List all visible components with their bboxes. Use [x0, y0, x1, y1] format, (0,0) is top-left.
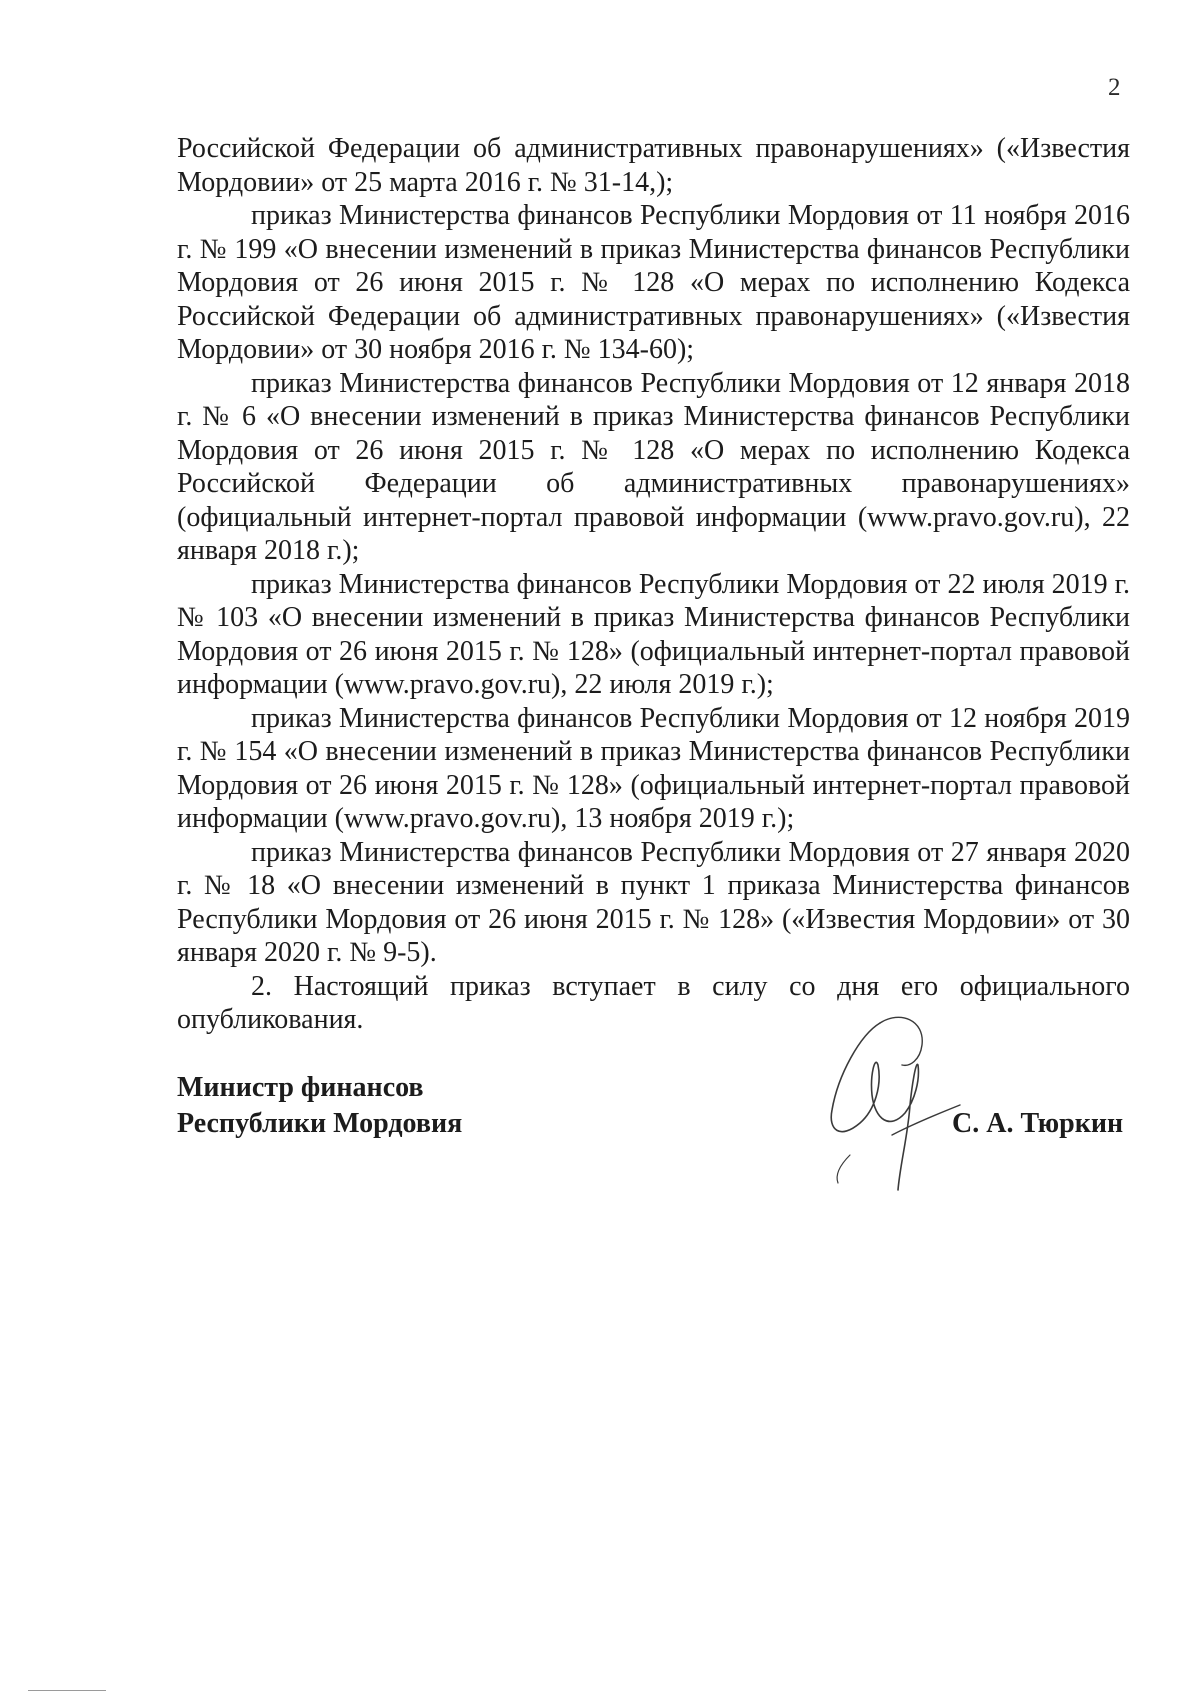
signatory-title [177, 1070, 462, 1142]
scan-edge-line [28, 1690, 106, 1691]
paragraph-order-2018-6: приказ Министерства финансов Республики Мордовия от 12 января 2018 г. № 6 «О внесении изменений в приказ Министерства финансов Республики Мордовия от 26 июня 2015 г. № 128 «О мерах по исполнению Кодекса Российской Федерации об административных правонарушениях» (официальный интернет-портал правовой информации (www.pravo.gov.ru), 22 января 2018 г.); [177, 367, 1130, 566]
page-number: 2 [1108, 74, 1121, 101]
signatory-title-line-1: Министр финансов [177, 1072, 424, 1103]
paragraph-order-2016-199: приказ Министерства финансов Республики Мордовия от 11 ноября 2016 г. № 199 «О внесении изменений в приказ Министерства финансов Республики Мордовия от 26 июня 2015 г. № 128 «О мерах по исполнению Кодекса Российской Федерации об административных правонарушениях» («Известия Мордовии» от 30 ноября 2016 г. № 134-60); [177, 200, 1130, 365]
document-body [177, 132, 1130, 1037]
paragraph-effective-date: 2. Настоящий приказ вступает в силу со дня его официального опубликования. [177, 970, 1130, 1035]
handwritten-signature [820, 1005, 970, 1195]
paragraph-order-2019-154: приказ Министерства финансов Республики Мордовия от 12 ноября 2019 г. № 154 «О внесении изменений в приказ Министерства финансов Республики Мордовия от 26 июня 2015 г. № 128» (официальный интернет-портал правовой информации (www.pravo.gov.ru), 13 ноября 2019 г.); [177, 702, 1130, 834]
paragraph-order-2019-103: приказ Министерства финансов Республики Мордовия от 22 июля 2019 г. № 103 «О внесении изменений в приказ Министерства финансов Республики Мордовия от 26 июня 2015 г. № 128» (официальный интернет-портал правовой информации (www.pravo.gov.ru), 22 июля 2019 г.); [177, 568, 1130, 700]
paragraph-order-2020-18: приказ Министерства финансов Республики Мордовия от 27 января 2020 г. № 18 «О внесении изменений в пункт 1 приказа Министерства финансов Республики Мордовия от 26 июня 2015 г. № 128» («Известия Мордовии» от 30 января 2020 г. № 9-5). [177, 836, 1130, 968]
paragraph-continuation: Российской Федерации об административных правонарушениях» («Известия Мордовии» от 25 марта 2016 г. № 31-14,); [177, 133, 1130, 198]
signatory-title-line-2: Республики Мордовия [177, 1108, 463, 1139]
signatory-name: С. А. Тюркин [952, 1108, 1124, 1139]
